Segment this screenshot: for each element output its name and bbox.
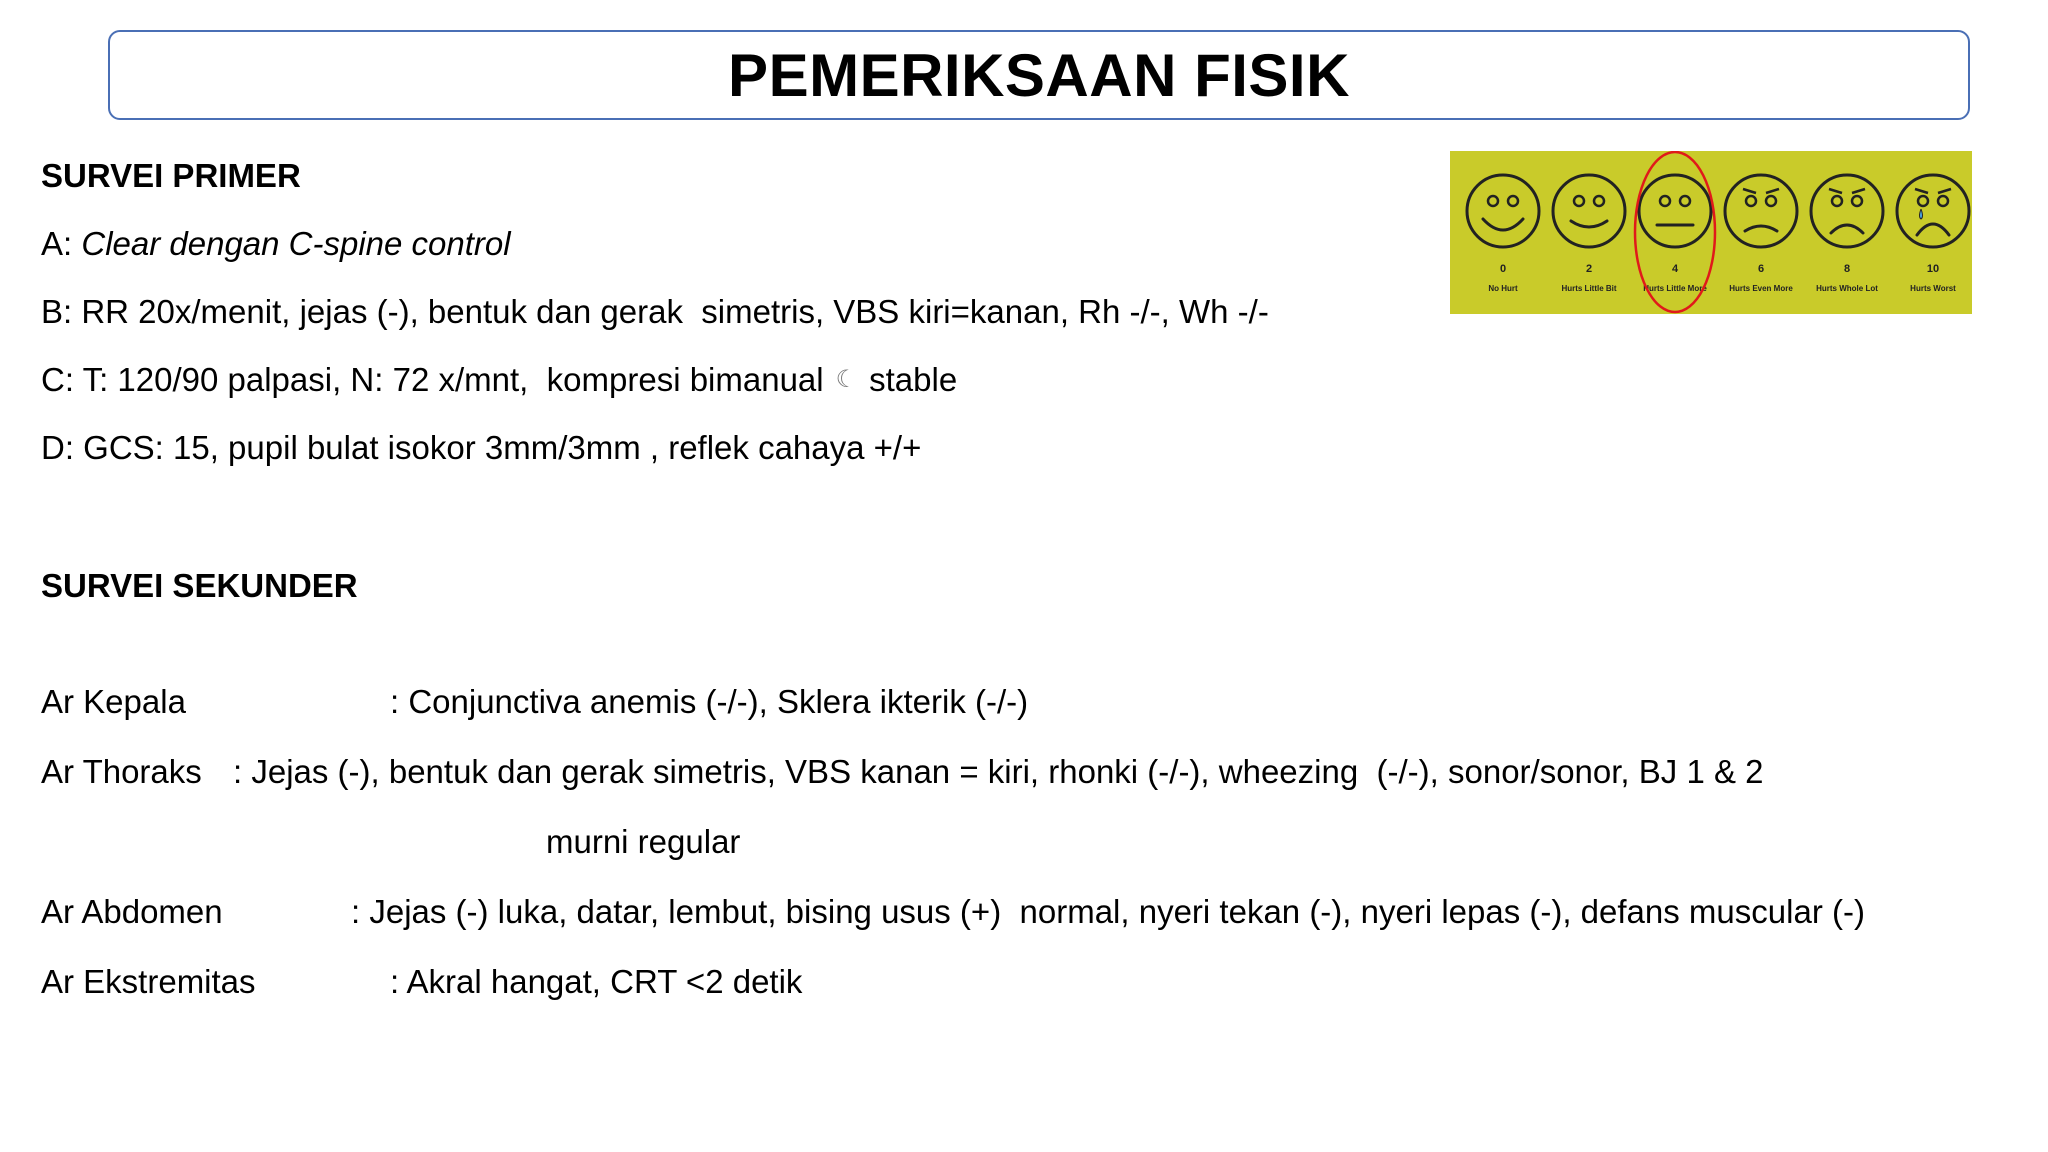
tear [1920,209,1923,219]
pain-face-8 [1811,175,1883,247]
right-eye [1938,196,1948,206]
pain-score-label: 8 [1843,263,1851,275]
mouth [1831,225,1863,233]
airway-prefix: A: [41,225,82,262]
pain-caption-label: No Hurt [1488,284,1518,293]
pain-face-0 [1467,175,1539,247]
left-eye [1746,196,1756,206]
left-eye [1488,196,1498,206]
survei-primer-heading: SURVEI PRIMER [41,157,301,194]
thoraks-label: Ar Thoraks [41,753,202,790]
title-box [108,30,1970,120]
pain-caption-label: Hurts Even More [1729,284,1793,293]
face-outline [1897,175,1969,247]
right-eye [1852,196,1862,206]
face-outline [1725,175,1797,247]
pain-caption-label: Hurts Worst [1910,284,1956,293]
left-eye [1660,196,1670,206]
pain-score-label: 0 [1499,263,1507,275]
pain-scale-faces [1450,151,1972,314]
page-title: PEMERIKSAAN FISIK [728,41,1350,109]
kepala-label: Ar Kepala [41,683,186,720]
pain-caption-label: Hurts Whole Lot [1816,284,1878,293]
thoraks-value: : Jejas (-), bentuk dan gerak simetris, VBS kanan = kiri, rhonki (-/-), wheezing (-/-), sonor/sonor, BJ 1 & 2 [233,753,1764,790]
pain-scale-image [1450,151,1972,314]
thoraks-continuation: murni regular [546,823,741,860]
mouth [1483,219,1523,230]
survei-sekunder-heading: SURVEI SEKUNDER [41,567,358,604]
mouth [1745,226,1777,231]
face-outline [1467,175,1539,247]
ekstremitas-value: : Akral hangat, CRT <2 detik [390,963,803,1000]
pain-score-label: 4 [1671,263,1679,275]
mouth [1917,224,1949,235]
right-eye [1766,196,1776,206]
kepala-value: : Conjunctiva anemis (-/-), Sklera ikterik (-/-) [390,683,1029,720]
face-outline [1553,175,1625,247]
pain-face-4 [1639,175,1711,247]
airway-value: Clear dengan C-spine control [81,225,511,262]
pain-caption-label: Hurts Little Bit [1561,284,1617,293]
right-eye [1594,196,1604,206]
airway-line [41,224,511,264]
right-eye [1508,196,1518,206]
abdomen-label: Ar Abdomen [41,893,223,930]
abdomen-value: : Jejas (-) luka, datar, lembut, bising usus (+) normal, nyeri tekan (-), nyeri lepas (-), defans muscular (-) [351,893,1865,930]
breathing-line: B: RR 20x/menit, jejas (-), bentuk dan gerak simetris, VBS kiri=kanan, Rh -/-, Wh -/- [41,293,1269,330]
eyebrows [1743,189,1779,193]
pain-score-label: 10 [1926,263,1940,275]
right-eye [1680,196,1690,206]
left-eye [1918,196,1928,206]
eyebrows [1915,189,1951,193]
pain-face-10 [1897,175,1969,247]
left-eye [1832,196,1842,206]
face-outline [1811,175,1883,247]
pain-face-6 [1725,175,1797,247]
pain-face-2 [1553,175,1625,247]
circulation-status: stable [869,361,958,398]
pain-score-label: 6 [1757,263,1765,275]
face-outline [1639,175,1711,247]
pain-caption-label: Hurts Little More [1643,284,1707,293]
left-eye [1574,196,1584,206]
pain-score-label: 2 [1585,263,1593,275]
eyebrows [1829,189,1865,193]
mouth [1571,221,1607,227]
circulation-text: C: T: 120/90 palpasi, N: 72 x/mnt, kompresi bimanual [41,361,824,398]
moon-symbol-icon: ☾ [835,366,858,393]
ekstremitas-label: Ar Ekstremitas [41,963,256,1000]
circulation-line [41,360,957,400]
disability-line: D: GCS: 15, pupil bulat isokor 3mm/3mm , reflek cahaya +/+ [41,429,922,466]
